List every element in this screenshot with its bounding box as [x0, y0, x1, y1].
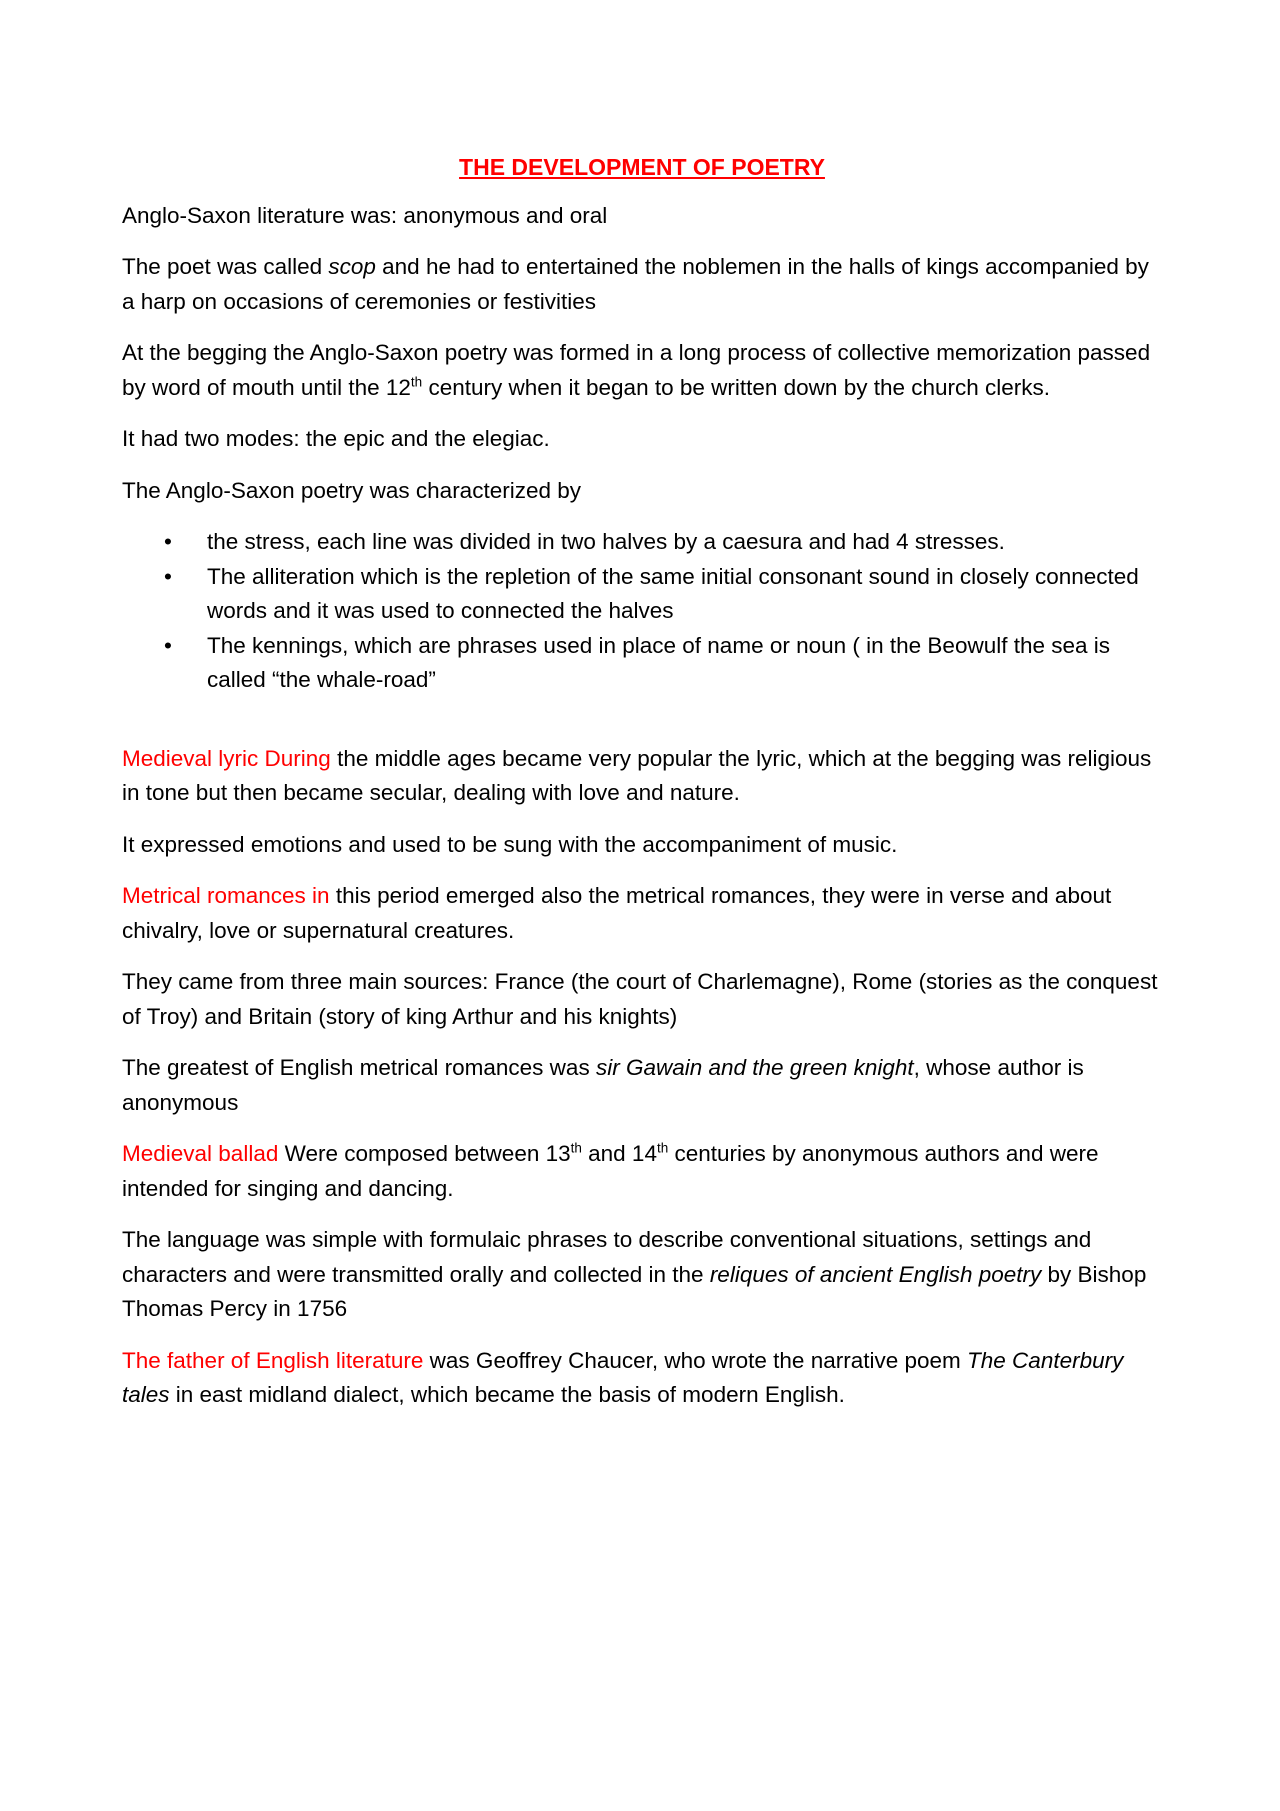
text-span: The poet was called: [122, 254, 329, 279]
paragraph-medieval-lyric: [122, 742, 1162, 811]
italic-title-reliques: reliques of ancient English poetry: [709, 1261, 1042, 1287]
text-span: The greatest of English metrical romances was: [122, 1055, 596, 1080]
text-span: this period emerged also the metrical romances, they were in verse and about chivalry, love or supernatural creatures.: [122, 883, 1112, 943]
text-span: At the begging the Anglo-Saxon poetry was formed in a long process of collective memorization passed by word of mouth until the 12: [122, 340, 1151, 400]
superscript: th: [410, 374, 423, 389]
paragraph-modes: It had two modes: the epic and the elegiac.: [122, 426, 550, 451]
section-heading-father-of-english-literature: The father of English literature: [122, 1347, 424, 1373]
paragraph-scop: [122, 250, 1162, 319]
list-item-stress: • the stress, each line was divided in two halves by a caesura and had 4 stresses.: [122, 525, 1162, 560]
text-span: centuries by anonymous authors and were intended for singing and dancing.: [122, 1141, 1099, 1201]
paragraph-medieval-ballad: [122, 1137, 1162, 1206]
superscript: th: [656, 1140, 669, 1156]
paragraph-memorization: [122, 336, 1162, 405]
list-item-kennings: • The kennings, which are phrases used in place of name or noun ( in the Beowulf the sea is called “the whale-road”: [122, 629, 1162, 698]
italic-term-scop: scop: [328, 254, 376, 279]
text-span: and he had to entertained the noblemen in the halls of kings accompanied by a harp on occasions of ceremonies or festivities: [122, 254, 1149, 314]
text-span: and 14: [581, 1141, 657, 1166]
document-body: [122, 150, 1162, 1430]
superscript: th: [570, 1140, 582, 1156]
section-heading-medieval-lyric: Medieval lyric During: [122, 745, 331, 771]
text-span: in east midland dialect, which became the basis of modern English.: [169, 1382, 845, 1407]
section-heading-metrical-romances: Metrical romances in: [122, 883, 330, 908]
text-span: century when it began to be written down by the church clerks.: [422, 374, 1051, 400]
list-item-alliteration: • The alliteration which is the repletion of the same initial consonant sound in closely connected words and it was used to connected the halves: [122, 560, 1162, 629]
paragraph-language: [122, 1223, 1162, 1327]
italic-title-canterbury-tales: The Canterbury tales: [122, 1347, 1124, 1407]
paragraph-emotions: It expressed emotions and used to be sung with the accompaniment of music.: [122, 831, 898, 857]
page-title: THE DEVELOPMENT OF POETRY: [459, 154, 825, 180]
text-span: , whose author is anonymous: [122, 1055, 1084, 1115]
paragraph-anglo-saxon-literature: Anglo-Saxon literature was: anonymous and oral: [122, 202, 608, 228]
text-span: Were composed between 13: [278, 1141, 571, 1166]
section-heading-medieval-ballad: Medieval ballad: [122, 1141, 279, 1166]
text-span: was Geoffrey Chaucer, who wrote the narrative poem: [423, 1347, 968, 1373]
paragraph-metrical-romances: [122, 879, 1162, 948]
characteristics-list: [122, 525, 1162, 698]
text-span: by Bishop Thomas Percy in 1756: [122, 1261, 1147, 1321]
paragraph-gawain: [122, 1051, 1162, 1120]
text-span: The language was simple with formulaic phrases to describe conventional situations, settings and characters and were transmitted orally and collected in the: [122, 1227, 1092, 1287]
paragraph-sources: They came from three main sources: France (the court of Charlemagne), Rome (stories as the conquest of Troy) and Britain (story of king Arthur and his knights): [122, 969, 1158, 1029]
paragraph-chaucer: [122, 1344, 1162, 1413]
paragraph-characterized: The Anglo-Saxon poetry was characterized by: [122, 477, 581, 503]
italic-title-gawain: sir Gawain and the green knight: [595, 1055, 914, 1080]
text-span: the middle ages became very popular the lyric, which at the begging was religious in tone but then became secular, dealing with love and nature.: [122, 745, 1152, 805]
